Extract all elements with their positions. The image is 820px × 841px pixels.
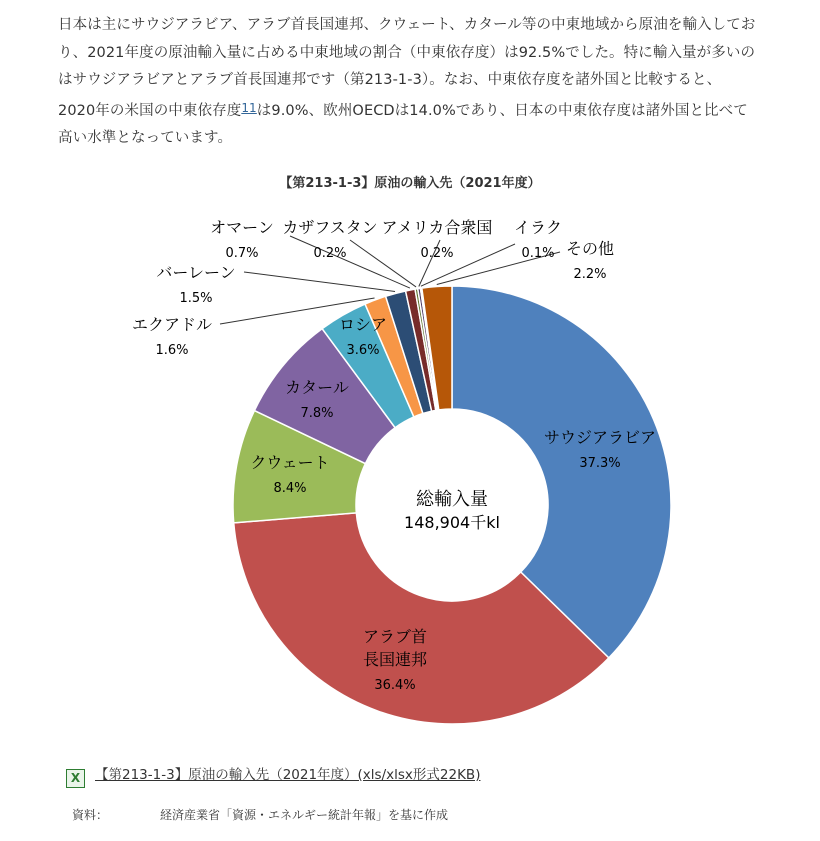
center-label: 総輸入量	[416, 489, 488, 510]
slice-label-アメリカ合衆国: アメリカ合衆国	[381, 218, 493, 237]
slice-value-イラク: 0.1%	[521, 246, 555, 261]
leader-line-カザフスタン	[350, 240, 416, 287]
slice-value-その他: 2.2%	[573, 267, 607, 282]
slice-value-アメリカ合衆国: 0.2%	[420, 246, 454, 261]
intro-text: 日本は主にサウジアラビア、アラブ首長国連邦、クウェート、カタール等の中東地域から原油を輸入しており、2021年度の原油輸入量に占める中東地域の割合（中東依存度）は92.5%でした。特に輸入量が多いのはサウジアラビアとアラブ首長国連邦です（第213-1-3）。なお、中東依存度を諸外国と比較すると、2020年の米国の中東依存度	[58, 17, 756, 119]
slice-value-エクアドル: 1.6%	[155, 343, 189, 358]
leader-line-バーレーン	[244, 272, 395, 291]
slice-label-バーレーン: バーレーン	[156, 263, 236, 282]
slice-value-クウェート: 8.4%	[273, 481, 307, 496]
slice-value-アラブ首長国連邦: 36.4%	[374, 678, 416, 693]
slice-value-ロシア: 3.6%	[346, 343, 380, 358]
slice-value-サウジアラビア: 37.3%	[579, 456, 621, 471]
excel-file-icon[interactable]: X	[66, 769, 85, 788]
slice-label-アラブ首長国連邦-line2: 長国連邦	[362, 650, 428, 669]
slice-value-カタール: 7.8%	[300, 406, 334, 421]
slice-label-エクアドル: エクアドル	[131, 315, 213, 334]
chart-title: 【第213-1-3】原油の輸入先（2021年度）	[279, 176, 541, 191]
slice-value-カザフスタン: 0.2%	[313, 246, 347, 261]
slice-label-カザフスタン: カザフスタン	[282, 218, 378, 237]
download-row	[66, 763, 480, 788]
slice-label-クウェート: クウェート	[250, 453, 330, 472]
slice-label-イラク: イラク	[513, 218, 563, 237]
slice-label-カタール: カタール	[285, 378, 349, 397]
center-value: 148,904千kl	[404, 513, 500, 532]
slice-label-ロシア: ロシア	[338, 315, 388, 334]
download-link[interactable]: 【第213-1-3】原油の輸入先（2021年度）(xls/xlsx形式22KB)	[95, 767, 481, 783]
slice-label-オマーン: オマーン	[210, 218, 274, 237]
source-label: 資料：	[72, 808, 109, 822]
slice-label-サウジアラビア: サウジアラビア	[543, 428, 657, 447]
intro-text-end: は9.0%、欧州OECDは14.0%であり、日本の中東依存度は諸外国と比べて高い水準となっています。	[58, 102, 748, 146]
slice-label-その他: その他	[565, 239, 615, 258]
source-text: 経済産業省「資源・エネルギー統計年報」を基に作成	[160, 808, 449, 822]
slice-value-オマーン: 0.7%	[225, 246, 259, 261]
slice-value-バーレーン: 1.5%	[179, 291, 213, 306]
footnote-link[interactable]: 11	[241, 100, 257, 115]
slice-label-アラブ首長国連邦: アラブ首	[362, 627, 428, 646]
